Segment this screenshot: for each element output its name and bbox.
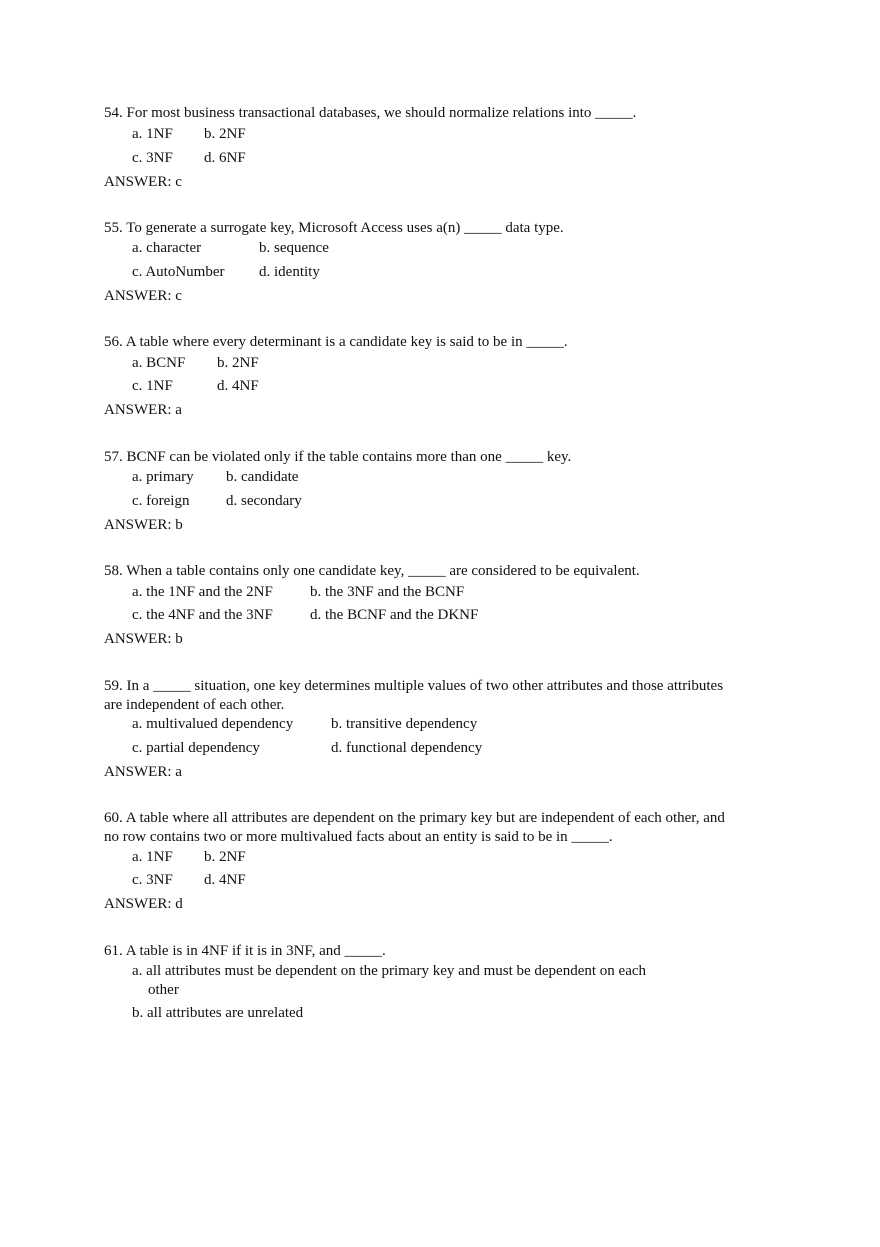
question-text: For most business transactional databases, we should normalize relations into _____. xyxy=(126,105,637,121)
answer-line: ANSWER: a xyxy=(104,764,182,780)
option-d: d. 4NF xyxy=(217,378,259,394)
answer-line: ANSWER: c xyxy=(104,288,182,304)
option-c: c. 1NF xyxy=(132,378,173,394)
option-d: d. secondary xyxy=(226,493,302,509)
question-57 xyxy=(104,448,764,533)
question-stem xyxy=(104,104,764,123)
question-text: BCNF can be violated only if the table contains more than one _____ key. xyxy=(126,449,572,465)
option-d: d. 6NF xyxy=(204,150,246,166)
option-a: a. multivalued dependency xyxy=(132,716,294,732)
option-a: a. primary xyxy=(132,469,194,485)
option-d: d. functional dependency xyxy=(331,740,483,756)
option-a-line-2: other xyxy=(148,982,179,998)
option-b: b. sequence xyxy=(259,240,329,256)
option-c: c. the 4NF and the 3NF xyxy=(132,607,273,623)
option-a-line-1: a. all attributes must be dependent on the primary key and must be dependent on each xyxy=(132,963,647,979)
question-text-line-1: A table where all attributes are dependent on the primary key but are independent of each other, and xyxy=(125,810,725,826)
option-a: a. BCNF xyxy=(132,355,186,371)
option-a xyxy=(132,962,692,1000)
answer-line: ANSWER: a xyxy=(104,402,182,418)
option-c: c. partial dependency xyxy=(132,740,260,756)
option-d: d. the BCNF and the DKNF xyxy=(310,607,479,623)
question-text-line-2: no row contains two or more multivalued facts about an entity is said to be in _____. xyxy=(104,829,613,845)
question-56 xyxy=(104,333,764,418)
question-stem xyxy=(104,448,764,467)
option-c: c. 3NF xyxy=(132,872,173,888)
answer-line: ANSWER: d xyxy=(104,896,183,912)
option-a: a. character xyxy=(132,240,202,256)
question-55 xyxy=(104,219,764,304)
question-text: A table where every determinant is a candidate key is said to be in _____. xyxy=(125,334,568,350)
question-number: 61. xyxy=(104,943,123,959)
question-text-line-1: In a _____ situation, one key determines multiple values of two other attributes and those attributes xyxy=(126,678,724,694)
answer-line: ANSWER: c xyxy=(104,174,182,190)
option-b: b. 2NF xyxy=(217,355,259,371)
question-number: 59. xyxy=(104,678,123,694)
option-a: a. 1NF xyxy=(132,849,173,865)
question-number: 55. xyxy=(104,220,123,236)
question-60 xyxy=(104,809,764,912)
question-stem xyxy=(104,677,764,715)
question-text: A table is in 4NF if it is in 3NF, and _____. xyxy=(125,943,386,959)
option-b: b. candidate xyxy=(226,469,299,485)
option-c: c. foreign xyxy=(132,493,190,509)
option-a: a. the 1NF and the 2NF xyxy=(132,584,273,600)
question-text: To generate a surrogate key, Microsoft Access uses a(n) _____ data type. xyxy=(126,220,564,236)
option-c: c. 3NF xyxy=(132,150,173,166)
question-number: 54. xyxy=(104,105,123,121)
option-a: a. 1NF xyxy=(132,126,173,142)
question-54 xyxy=(104,104,764,190)
question-stem xyxy=(104,333,764,352)
option-c: c. AutoNumber xyxy=(132,264,225,280)
question-number: 58. xyxy=(104,563,123,579)
option-b: b. 2NF xyxy=(204,849,246,865)
option-d: d. 4NF xyxy=(204,872,246,888)
question-stem xyxy=(104,562,764,581)
answer-line: ANSWER: b xyxy=(104,631,183,647)
question-stem xyxy=(104,809,764,847)
question-61 xyxy=(104,942,764,1021)
question-stem xyxy=(104,219,764,238)
question-58 xyxy=(104,562,764,647)
question-text-line-2: are independent of each other. xyxy=(104,697,285,713)
question-number: 60. xyxy=(104,810,123,826)
option-b: b. 2NF xyxy=(204,126,246,142)
question-59 xyxy=(104,677,764,780)
option-b xyxy=(132,1004,692,1023)
option-b: b. the 3NF and the BCNF xyxy=(310,584,465,600)
question-number: 56. xyxy=(104,334,123,350)
option-d: d. identity xyxy=(259,264,320,280)
question-number: 57. xyxy=(104,449,123,465)
option-b: b. transitive dependency xyxy=(331,716,478,732)
option-b-text: b. all attributes are unrelated xyxy=(132,1005,304,1021)
question-text: When a table contains only one candidate key, _____ are considered to be equivalent. xyxy=(126,563,640,579)
answer-line: ANSWER: b xyxy=(104,517,183,533)
question-stem xyxy=(104,942,764,961)
